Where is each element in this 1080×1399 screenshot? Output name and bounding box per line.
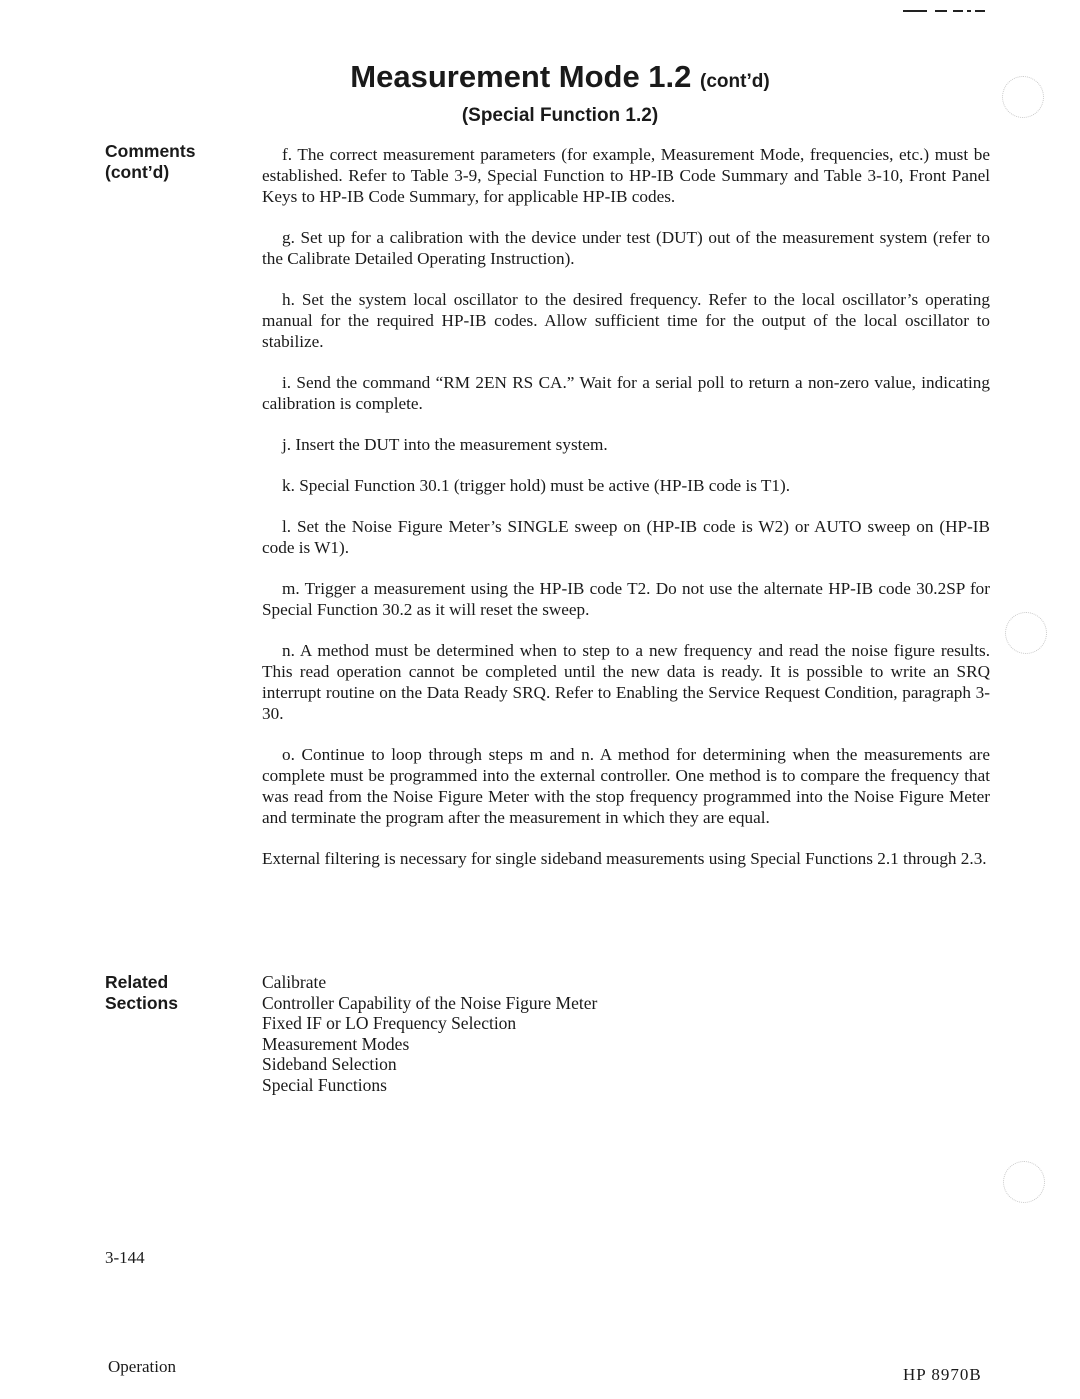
filtering-note: External filtering is necessary for single sideband measurements using Special Functions 2.1 through 2.3.	[262, 849, 987, 868]
binder-hole-middle	[1005, 612, 1047, 654]
comments-body	[262, 144, 990, 889]
related-sections-list	[262, 972, 862, 1096]
title-block	[250, 58, 870, 129]
step-j: j. Insert the DUT into the measurement system.	[282, 435, 608, 454]
page-title: Measurement Mode 1.2 (cont’d)	[350, 59, 770, 94]
related-label: Related Sections	[105, 972, 178, 1013]
comments-label: Comments (cont’d)	[105, 141, 196, 182]
related-item: Calibrate	[262, 972, 327, 992]
corner-rule-mark	[903, 10, 985, 16]
step-f: f. The correct measurement parameters (for example, Measurement Mode, frequencies, etc.) must be established. Refer to Table 3-9, Special Function to HP-IB Code Summary and Table 3-10, Front Panel Keys to HP-IB Code Summary, for applicable HP-IB codes.	[262, 145, 990, 206]
footer-section: Operation	[108, 1357, 176, 1376]
step-m: m. Trigger a measurement using the HP-IB code T2. Do not use the alternate HP-IB code 30.2SP for Special Function 30.2 as it will reset the sweep.	[262, 579, 990, 619]
page-number: 3-144	[105, 1248, 145, 1267]
step-g: g. Set up for a calibration with the device under test (DUT) out of the measurement system (refer to the Calibrate Detailed Operating Instruction).	[262, 228, 990, 268]
step-l: l. Set the Noise Figure Meter’s SINGLE sweep on (HP-IB code is W2) or AUTO sweep on (HP-IB code is W1).	[262, 517, 990, 557]
footer-model: HP 8970B	[903, 1365, 982, 1384]
binder-hole-top	[1002, 76, 1044, 118]
step-i: i. Send the command “RM 2EN RS CA.” Wait for a serial poll to return a non-zero value, indicating calibration is complete.	[262, 373, 990, 413]
step-h: h. Set the system local oscillator to the desired frequency. Refer to the local oscillator’s operating manual for the required HP-IB codes. Allow sufficient time for the output of the local oscillator to stabilize.	[262, 290, 990, 351]
step-k: k. Special Function 30.1 (trigger hold) must be active (HP-IB code is T1).	[282, 476, 791, 495]
related-item: Special Functions	[262, 1074, 387, 1095]
step-o: o. Continue to loop through steps m and n. A method for determining when the measurements are complete must be programmed into the external controller. One method is to compare the frequency that was read from the Noise Figure Meter with the stop frequency programmed into the Noise Figure Meter and terminate the program after the measurement in which they are equal.	[262, 745, 990, 827]
related-item: Sideband Selection	[262, 1054, 397, 1075]
step-n: n. A method must be determined when to step to a new frequency and read the noise figure results. This read operation cannot be completed until the new data is ready. It is possible to write an SRQ interrupt routine on the Data Ready SRQ. Refer to Enabling the Service Request Condition, paragraph 3-30.	[262, 641, 990, 723]
page-subtitle: (Special Function 1.2)	[461, 105, 659, 126]
related-item: Measurement Modes	[262, 1033, 410, 1054]
related-item: Fixed IF or LO Frequency Selection	[262, 1013, 517, 1034]
related-item: Controller Capability of the Noise Figure Meter	[262, 992, 598, 1013]
binder-hole-bottom	[1003, 1161, 1045, 1203]
title-contd: (cont’d)	[700, 71, 770, 92]
